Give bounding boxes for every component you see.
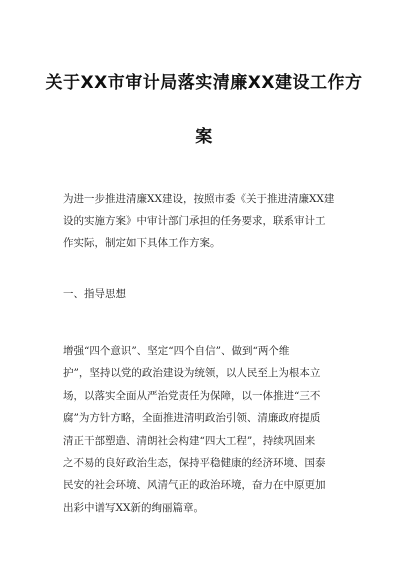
section-body-guiding-ideology: 增强“四个意识”、坚定“四个自信”、做到“两个维 护”，坚持以党的政治建设为统领，以人民至上为根本立 场，以落实全面从严治党责任为保障，以一体推进“三不 腐”为方针方略，全面推进清明政治引领、清廉政府提质 清正干部塑造、清朗社会构建“四大工程”，持续巩固来 之不易的良好政治生态，保持平稳健康的经济环境、国泰 民安的社会环境、风清气正的政治环境，奋力在中原更加 出彩中谱写XX新的绚丽篇章。 [63,345,326,514]
document-title-line-2: 案 [195,127,213,147]
section-heading-guiding-ideology: 一、指导思想 [63,288,126,300]
document-title-line-1: 关于XX市审计局落实清廉XX建设工作方 [45,73,363,93]
intro-paragraph: 为进一步推进清廉XX建设，按照市委《关于推进清廉XX建 设的实施方案》中审计部门承担的任务要求，联系审计工 作实际，制定如下具体工作方案。 [63,193,335,249]
